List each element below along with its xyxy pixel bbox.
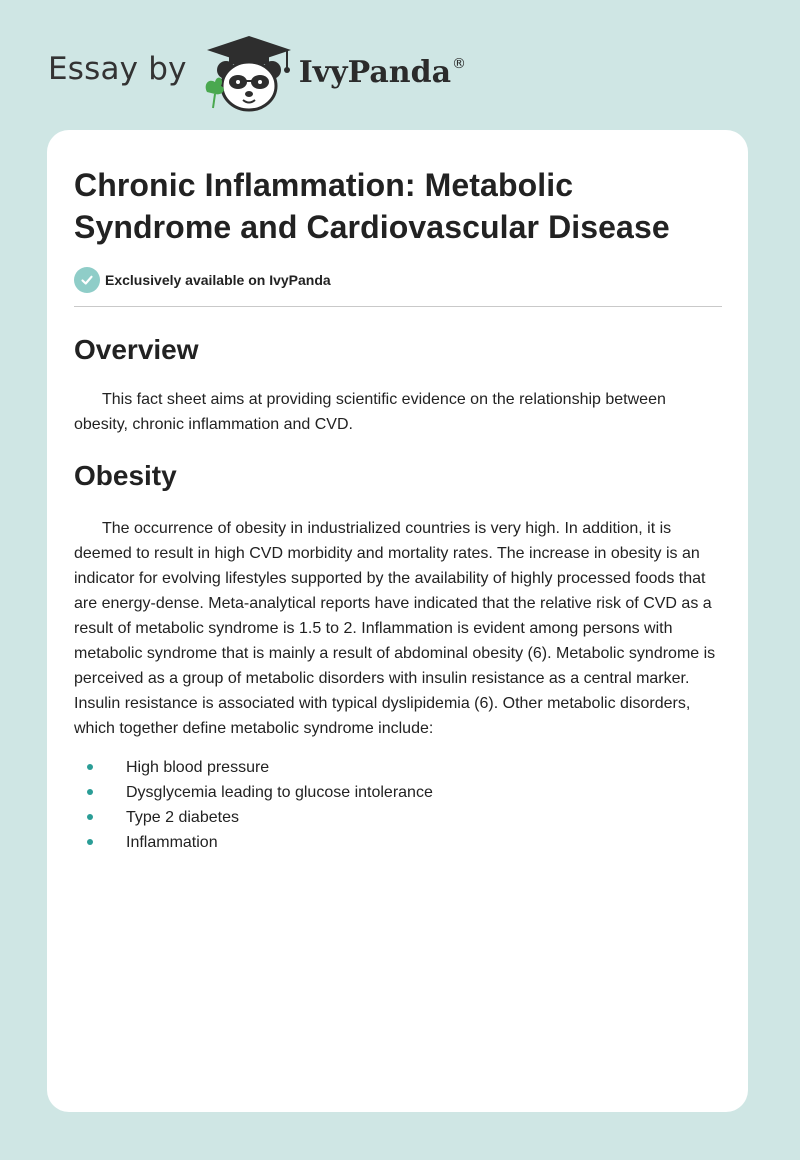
section-paragraph: The occurrence of obesity in industrialized countries is very high. In addition, it is deemed to result in high CVD morbidity and mortality rates. The increase in obesity is an indicator for evolving lifestyles supported by the availability of highly processed foods that are energy-dense. Meta-analytical reports have indicated that the relative risk of CVD as a result of metabolic syndrome is 1.5 to 2. Inflammation is evident among persons with metabolic syndrome that is mainly a result of abdominal obesity (6). Metabolic syndrome is perceived as a group of metabolic disorders with insulin resistance as a central marker. Insulin resistance is associated with typical dyslipidemia (6). Other metabolic disorders, which together define metabolic syndrome include: [74, 520, 716, 737]
bullet-dot [87, 789, 93, 795]
section-heading: Overview [74, 334, 199, 365]
check-icon [74, 267, 100, 293]
essay-title: Chronic Inflammation: Metabolic Syndrome and Cardiovascular Disease [74, 167, 670, 245]
brand-prefix: Essay by [48, 51, 187, 87]
registered-mark: ® [452, 55, 467, 72]
section-overview [74, 333, 722, 437]
exclusive-badge-text: Exclusively available on IvyPanda [105, 272, 331, 288]
section-paragraph: This fact sheet aims at providing scientific evidence on the relationship between obesity, chronic inflammation and CVD. [74, 391, 666, 433]
list-item [74, 805, 722, 830]
section-obesity [74, 459, 722, 855]
bullet-dot [87, 839, 93, 845]
list-item [74, 830, 722, 855]
bullet-dot [87, 764, 93, 770]
exclusive-badge [74, 266, 722, 294]
bullet-list [74, 755, 722, 855]
list-item [74, 780, 722, 805]
list-item-text: High blood pressure [126, 759, 270, 776]
list-item-text: Dysglycemia leading to glucose intolerance [126, 784, 433, 801]
list-item-text: Inflammation [126, 834, 218, 851]
panda-graduate-icon[interactable] [201, 34, 297, 114]
brand-name: IvyPanda® [298, 54, 467, 90]
list-item-text: Type 2 diabetes [126, 809, 239, 826]
list-item [74, 755, 722, 780]
bullet-dot [87, 814, 93, 820]
section-heading: Obesity [74, 460, 177, 491]
title-divider [74, 306, 722, 307]
site-header [48, 34, 466, 114]
essay-card [47, 130, 748, 1112]
